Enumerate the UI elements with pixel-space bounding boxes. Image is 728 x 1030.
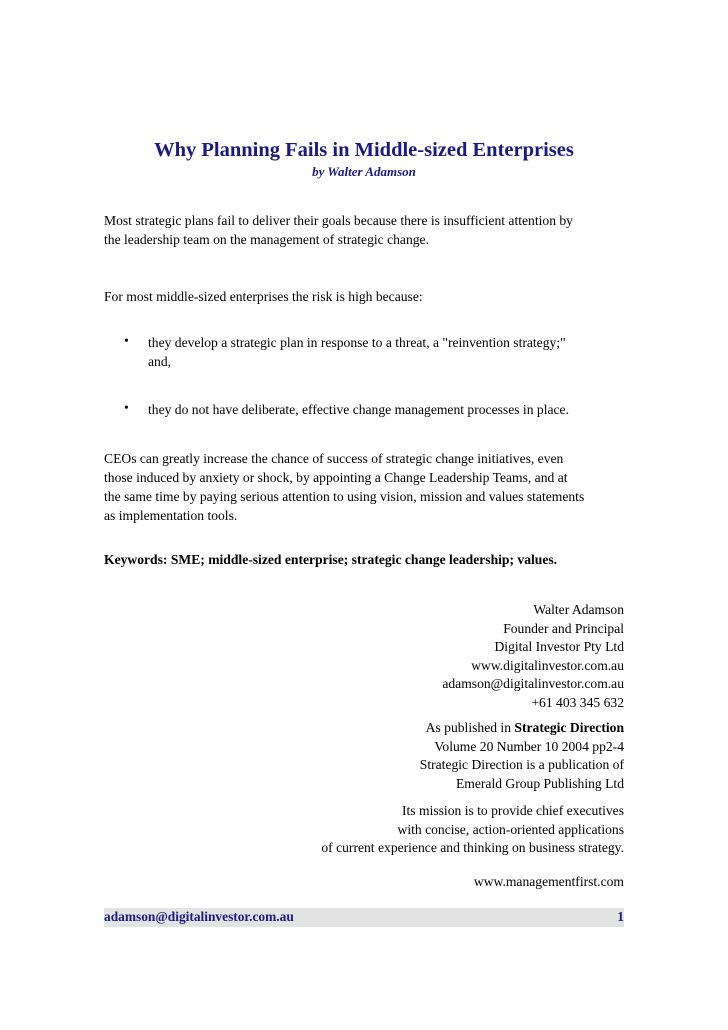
text-line: they do not have deliberate, effective change management processes in place. [148,402,569,417]
publication-line [420,719,624,738]
mission-block [321,802,624,858]
intro-paragraph [104,211,573,249]
author-name: Walter Adamson [533,602,624,617]
page-number: 1 [617,909,624,924]
bullet-icon: • [124,333,129,348]
publication-prefix: As published in [425,720,515,735]
list-item [148,333,566,371]
author-role: Founder and Principal [503,620,624,636]
list-item [148,400,569,419]
risk-intro: For most middle-sized enterprises the risk is high because: [104,289,423,304]
text-line: the same time by paying serious attention to using vision, mission and values statements [104,489,585,504]
author-byline: by Walter Adamson [312,164,416,179]
text-line: they develop a strategic plan in response to a threat, a "reinvention strategy;" [148,335,566,350]
journal-name: Strategic Direction [514,720,624,735]
publication-block [420,719,624,793]
publication-line: Volume 20 Number 10 2004 pp2-4 [434,738,624,754]
text-line: and, [148,354,172,369]
company-website-link[interactable]: www.digitalinvestor.com.au [471,657,624,673]
bullet-icon: • [124,400,129,415]
text-line: CEOs can greatly increase the chance of success of strategic change initiatives, even [104,451,564,466]
publication-line: Strategic Direction is a publication of [419,757,624,773]
author-contact-block [442,601,624,713]
author-phone: +61 403 345 632 [531,694,624,710]
publication-line: Emerald Group Publishing Ltd [455,775,624,791]
text-line: Most strategic plans fail to deliver their goals because there is insufficient attention by [104,213,573,228]
author-email-link[interactable]: adamson@digitalinvestor.com.au [442,676,624,692]
management-first-link[interactable]: www.managementfirst.com [473,874,624,889]
text-line: the leadership team on the management of strategic change. [104,232,429,247]
mission-line: of current experience and thinking on business strategy. [321,840,624,856]
text-line: as implementation tools. [104,508,238,523]
text-line: those induced by anxiety or shock, by appointing a Change Leadership Teams, and at [104,470,568,485]
ceo-paragraph [104,449,584,525]
document-title: Why Planning Fails in Middle-sized Enterprises [154,139,574,161]
mission-line: Its mission is to provide chief executives [402,803,624,818]
company-name: Digital Investor Pty Ltd [494,639,624,655]
footer-email-link[interactable]: adamson@digitalinvestor.com.au [104,909,294,924]
keywords-line: Keywords: SME; middle-sized enterprise; strategic change leadership; values. [104,552,558,567]
mission-line: with concise, action-oriented applications [397,821,624,837]
